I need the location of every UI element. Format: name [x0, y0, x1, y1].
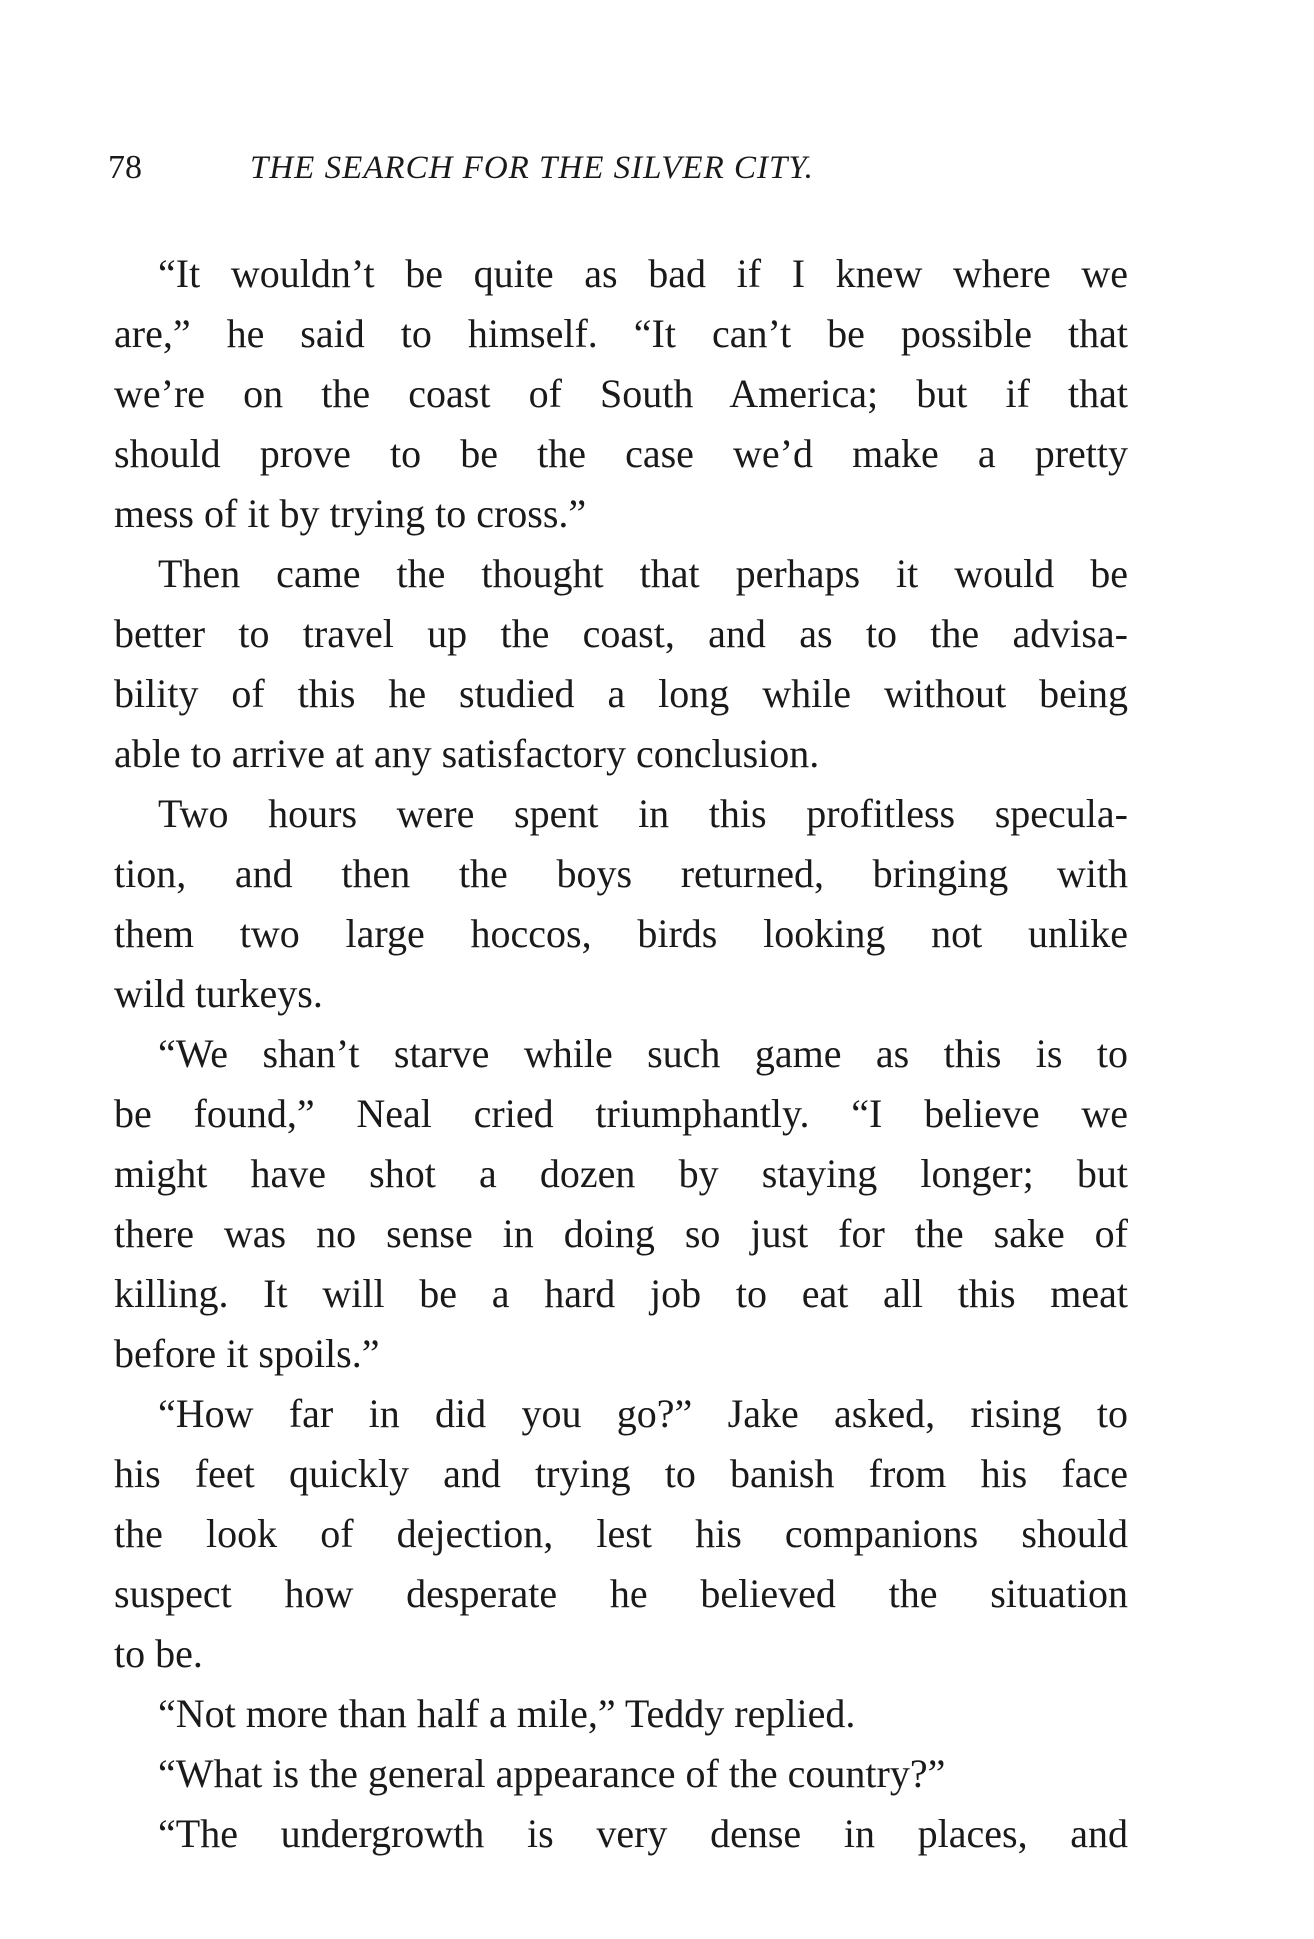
text-line: bility of this he studied a long while without being — [114, 671, 1128, 716]
text-line: tion, and then the boys returned, bringing with — [114, 851, 1128, 896]
text-line: “We shan’t starve while such game as this is to — [158, 1031, 1128, 1076]
text-line: able to arrive at any satisfactory conclusion. — [114, 731, 820, 776]
text-line: Then came the thought that perhaps it would be — [158, 551, 1128, 596]
running-head — [108, 148, 1128, 188]
text-line: the look of dejection, lest his companions should — [114, 1511, 1128, 1556]
text-line: we’re on the coast of South America; but if that — [114, 371, 1128, 416]
text-line: to be. — [114, 1631, 203, 1676]
text-line: should prove to be the case we’d make a pretty — [114, 431, 1128, 476]
text-line: them two large hoccos, birds looking not unlike — [114, 911, 1128, 956]
page-number: 78 — [108, 149, 142, 186]
body-text — [114, 244, 1128, 1864]
text-line: before it spoils.” — [114, 1331, 380, 1376]
text-line: “What is the general appearance of the country?” — [158, 1751, 946, 1796]
text-line: are,” he said to himself. “It can’t be possible that — [114, 311, 1128, 356]
text-line: be found,” Neal cried triumphantly. “I believe we — [114, 1091, 1128, 1136]
text-line: “The undergrowth is very dense in places, and — [158, 1811, 1128, 1856]
text-line: “Not more than half a mile,” Teddy replied. — [158, 1691, 856, 1736]
text-line: better to travel up the coast, and as to the advisa- — [114, 611, 1128, 656]
text-line: might have shot a dozen by staying longer; but — [114, 1151, 1128, 1196]
text-line: wild turkeys. — [114, 971, 323, 1016]
text-line: “It wouldn’t be quite as bad if I knew where we — [158, 251, 1128, 296]
text-line: suspect how desperate he believed the situation — [114, 1571, 1128, 1616]
text-line: Two hours were spent in this profitless specula- — [158, 791, 1128, 836]
text-line: “How far in did you go?” Jake asked, rising to — [158, 1391, 1128, 1436]
text-line: killing. It will be a hard job to eat all this meat — [114, 1271, 1128, 1316]
running-title: THE SEARCH FOR THE SILVER CITY. — [250, 150, 814, 186]
text-line: his feet quickly and trying to banish from his face — [114, 1451, 1128, 1496]
text-line: mess of it by trying to cross.” — [114, 491, 587, 536]
text-line: there was no sense in doing so just for the sake of — [114, 1211, 1128, 1256]
